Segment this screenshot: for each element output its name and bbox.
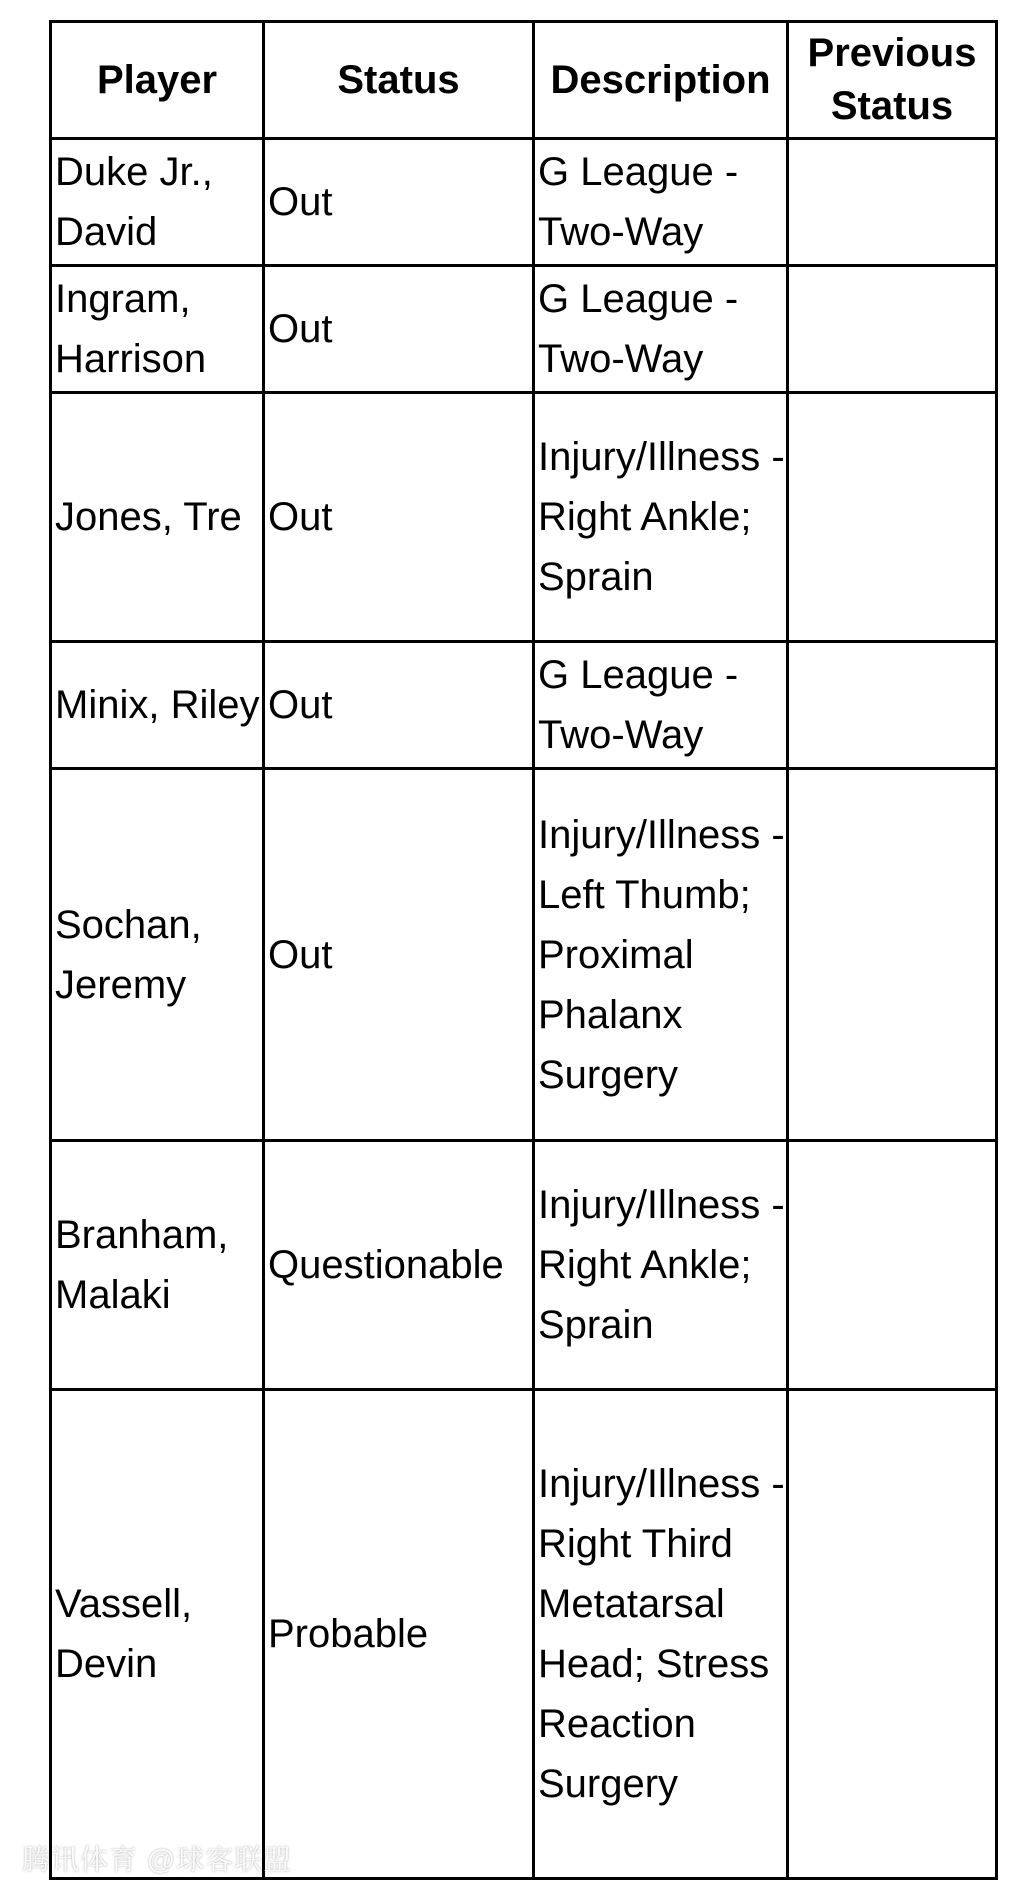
cell-description: Injury/Illness - Right Third Metatarsal Head; Stress Reaction Surgery [534, 1390, 788, 1879]
header-status: Status [264, 22, 534, 139]
cell-status: Questionable [264, 1141, 534, 1390]
cell-previous-status [788, 393, 997, 642]
cell-previous-status [788, 642, 997, 769]
cell-previous-status [788, 266, 997, 393]
cell-status: Out [264, 769, 534, 1141]
header-player: Player [51, 22, 264, 139]
cell-player: Minix, Riley [51, 642, 264, 769]
table-row [51, 1141, 997, 1390]
table-row [51, 769, 997, 1141]
cell-player: Jones, Tre [51, 393, 264, 642]
cell-description: G League - Two-Way [534, 139, 788, 266]
cell-description: G League - Two-Way [534, 642, 788, 769]
cell-description: Injury/Illness - Right Ankle; Sprain [534, 393, 788, 642]
cell-previous-status [788, 1141, 997, 1390]
table-row [51, 266, 997, 393]
cell-player: Branham, Malaki [51, 1141, 264, 1390]
cell-previous-status [788, 1390, 997, 1879]
table-header-row [51, 22, 997, 139]
cell-status: Out [264, 139, 534, 266]
injury-report-table [49, 20, 998, 1880]
header-previous-status: Previous Status [788, 22, 997, 139]
cell-previous-status [788, 139, 997, 266]
watermark: 腾讯体育 @球客联盟 [22, 1844, 293, 1875]
cell-description: Injury/Illness - Left Thumb; Proximal Phalanx Surgery [534, 769, 788, 1141]
cell-status: Out [264, 393, 534, 642]
cell-description: G League - Two-Way [534, 266, 788, 393]
table-row [51, 642, 997, 769]
cell-player: Ingram, Harrison [51, 266, 264, 393]
header-description: Description [534, 22, 788, 139]
cell-description: Injury/Illness - Right Ankle; Sprain [534, 1141, 788, 1390]
cell-player: Duke Jr., David [51, 139, 264, 266]
cell-previous-status [788, 769, 997, 1141]
cell-player: Vassell, Devin [51, 1390, 264, 1879]
cell-status: Out [264, 642, 534, 769]
table-row [51, 1390, 997, 1879]
cell-status: Out [264, 266, 534, 393]
cell-player: Sochan, Jeremy [51, 769, 264, 1141]
table-row [51, 139, 997, 266]
table-row [51, 393, 997, 642]
cell-status: Probable [264, 1390, 534, 1879]
